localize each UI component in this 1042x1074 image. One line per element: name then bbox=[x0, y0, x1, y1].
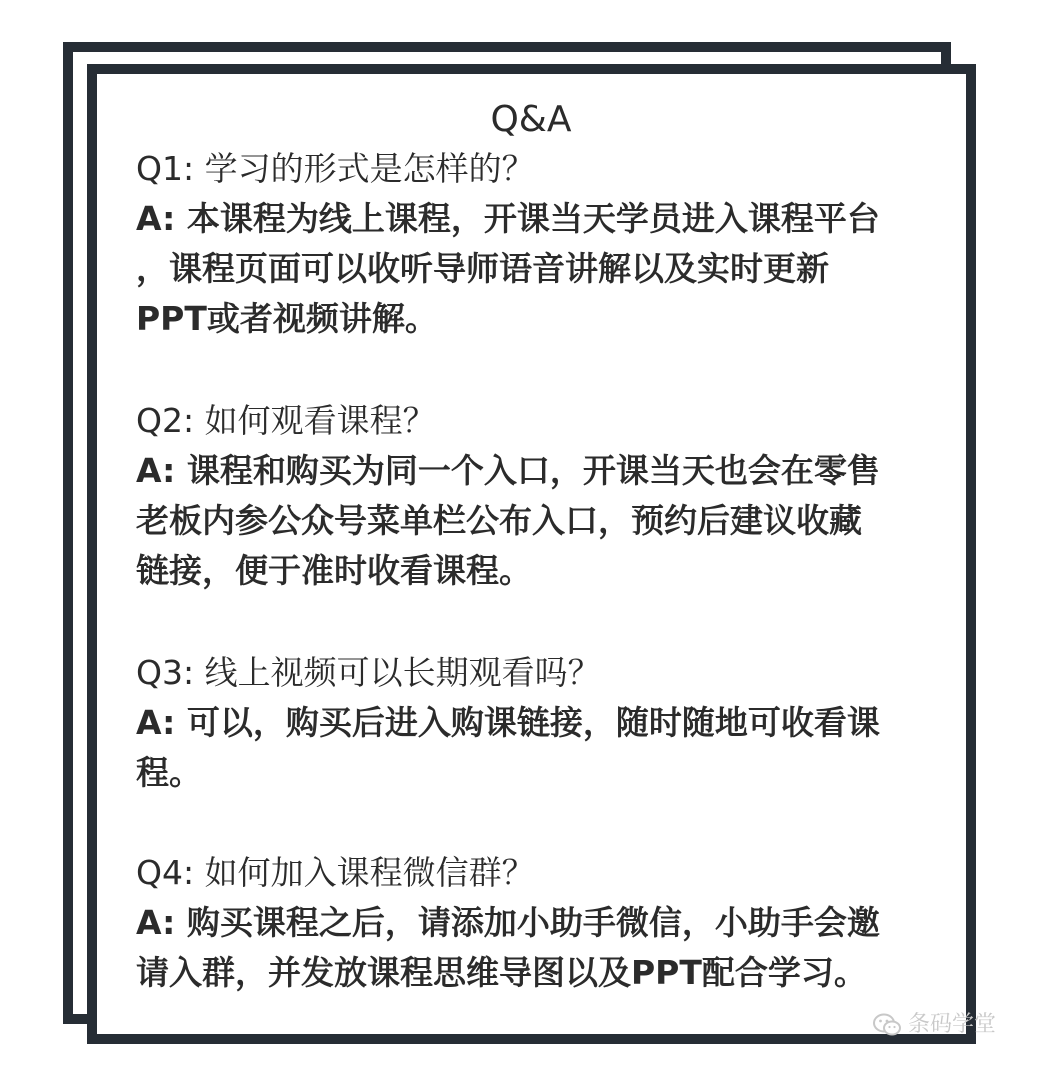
answer-4-line-2: 请入群，并发放课程思维导图以及PPT配合学习。 bbox=[136, 953, 867, 992]
answer-3-line-1: A: 可以，购买后进入购课链接，随时随地可收看课 bbox=[136, 703, 880, 742]
answer-2-line-2: 老板内参公众号菜单栏公布入口，预约后建议收藏 bbox=[136, 501, 862, 540]
question-1: Q1: 学习的形式是怎样的？ bbox=[136, 149, 535, 188]
question-4: Q4: 如何加入课程微信群？ bbox=[136, 853, 535, 892]
spacer bbox=[136, 798, 926, 848]
qa-item-3 bbox=[136, 648, 926, 798]
answer-2-line-1: A: 课程和购买为同一个入口，开课当天也会在零售 bbox=[136, 451, 880, 490]
qa-item-2 bbox=[136, 396, 926, 596]
watermark-text: 条码学堂 bbox=[908, 1012, 997, 1037]
qa-content bbox=[136, 96, 926, 998]
question-3: Q3: 线上视频可以长期观看吗？ bbox=[136, 653, 601, 692]
answer-1-line-2: ，课程页面可以收听导师语音讲解以及实时更新 bbox=[136, 249, 829, 288]
qa-item-1 bbox=[136, 144, 926, 344]
page-title: Q&A bbox=[490, 99, 572, 140]
spacer bbox=[136, 596, 926, 648]
answer-3-line-2: 程。 bbox=[136, 753, 202, 792]
spacer bbox=[136, 344, 926, 396]
question-2: Q2: 如何观看课程？ bbox=[136, 401, 436, 440]
watermark bbox=[872, 1010, 996, 1040]
answer-1-line-3: PPT或者视频讲解。 bbox=[136, 299, 438, 338]
wechat-icon bbox=[872, 1012, 902, 1038]
qa-item-4 bbox=[136, 848, 926, 998]
answer-1-line-1: A: 本课程为线上课程，开课当天学员进入课程平台 bbox=[136, 199, 880, 238]
answer-4-line-1: A: 购买课程之后，请添加小助手微信，小助手会邀 bbox=[136, 903, 880, 942]
answer-2-line-3: 链接，便于准时收看课程。 bbox=[136, 551, 532, 590]
